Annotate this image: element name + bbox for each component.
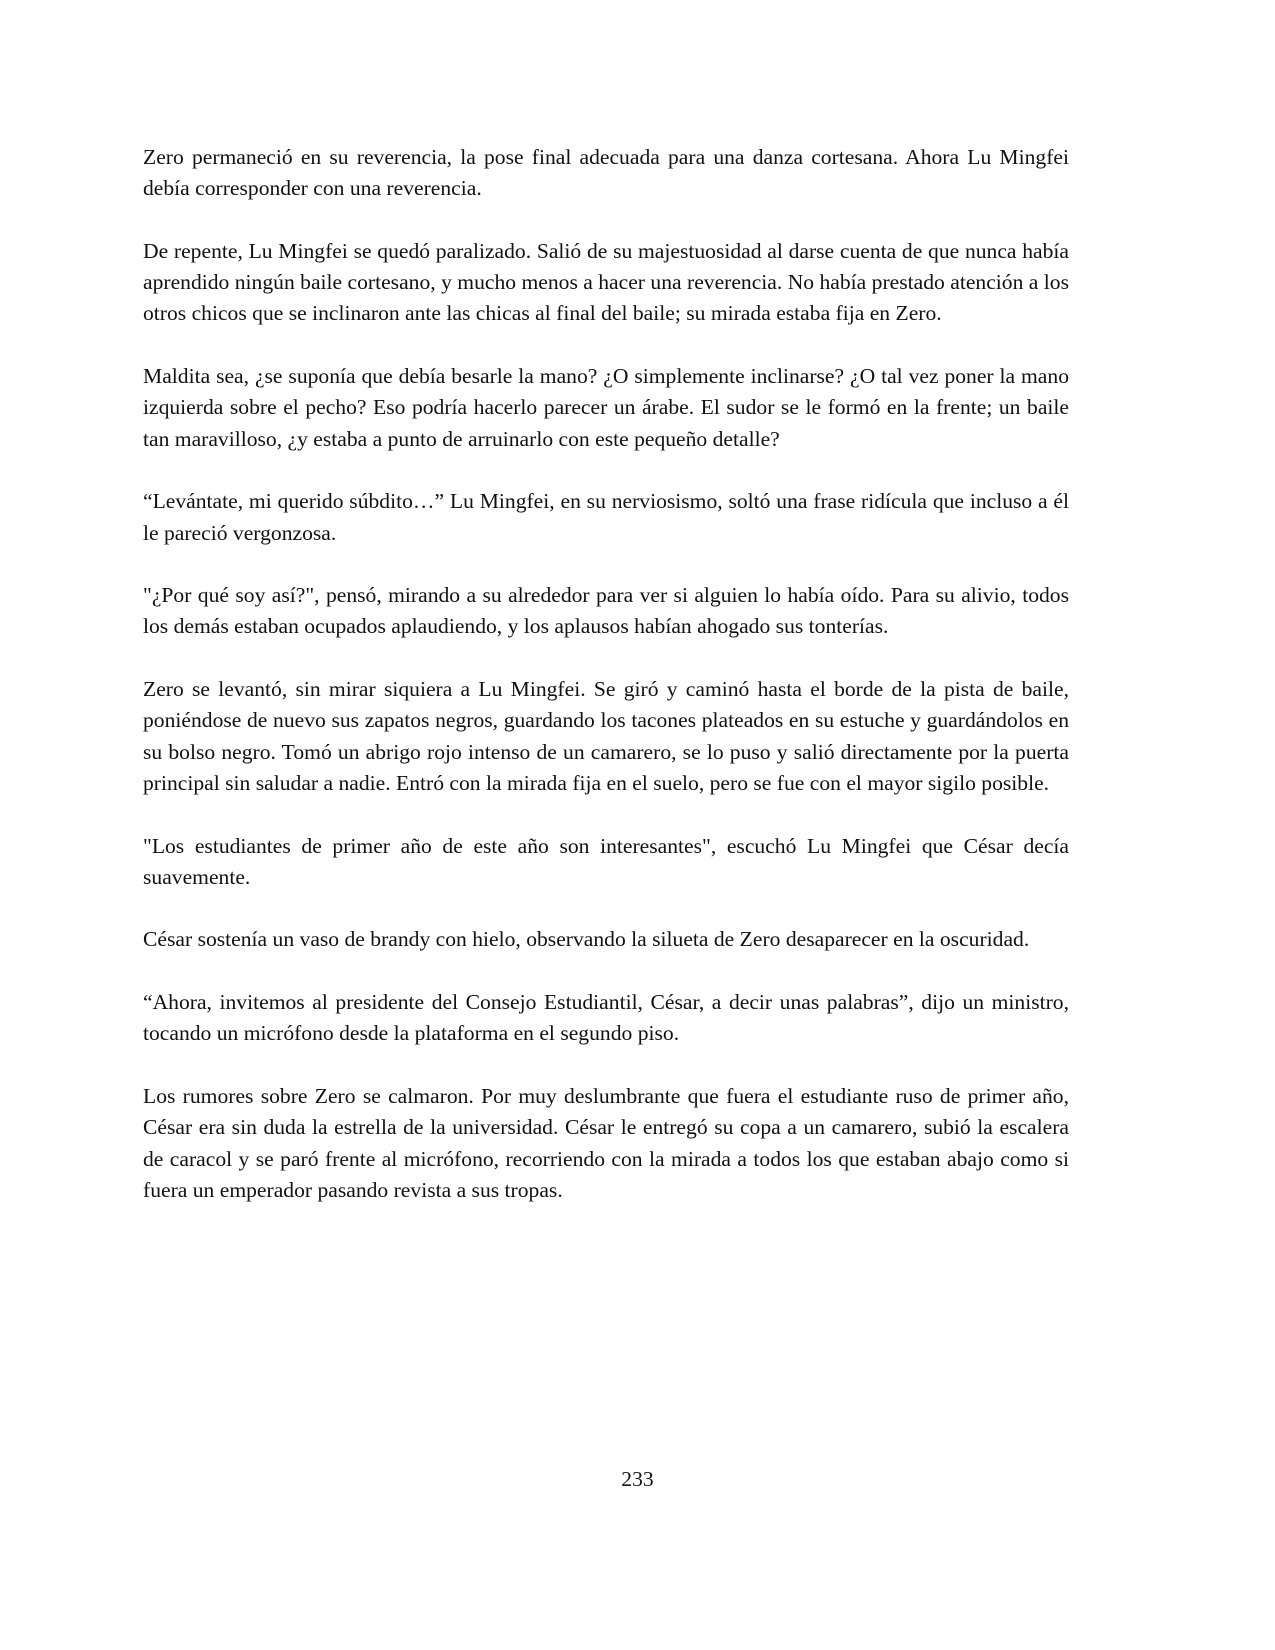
paragraph: "¿Por qué soy así?", pensó, mirando a su alrededor para ver si alguien lo había oído. Para su alivio, todos los demás estaban ocupados aplaudiendo, y los aplausos habían ahogado sus tonterías. (143, 583, 1069, 639)
page-number: 233 (621, 1467, 654, 1491)
paragraph: "Los estudiantes de primer año de este año son interesantes", escuchó Lu Mingfei que César decía suavemente. (143, 833, 1069, 889)
paragraph: Maldita sea, ¿se suponía que debía besarle la mano? ¿O simplemente inclinarse? ¿O tal vez poner la mano izquierda sobre el pecho? Eso podría hacerlo parecer un árabe. El sudor se le formó en la frente; un baile tan maravilloso, ¿y estaba a punto de arruinarlo con este pequeño detalle? (143, 364, 1069, 451)
paragraph: Zero se levantó, sin mirar siquiera a Lu Mingfei. Se giró y caminó hasta el borde de la pista de baile, poniéndose de nuevo sus zapatos negros, guardando los tacones plateados en su estuche y guardándolos en su bolso negro. Tomó un abrigo rojo intenso de un camarero, se lo puso y salió directamente por la puerta principal sin saludar a nadie. Entró con la mirada fija en el suelo, pero se fue con el mayor sigilo posible. (143, 677, 1069, 795)
paragraph: César sostenía un vaso de brandy con hielo, observando la silueta de Zero desaparecer en la oscuridad. (143, 927, 1030, 952)
paragraph: De repente, Lu Mingfei se quedó paralizado. Salió de su majestuosidad al darse cuenta de que nunca había aprendido ningún baile cortesano, y mucho menos a hacer una reverencia. No había prestado atención a los otros chicos que se inclinaron ante las chicas al final del baile; su mirada estaba fija en Zero. (143, 238, 1069, 326)
paragraph: Zero permaneció en su reverencia, la pose final adecuada para una danza cortesana. Ahora Lu Mingfei debía corresponder con una reverencia. (143, 145, 1069, 201)
page-body (143, 142, 1069, 1237)
paragraph: “Levántate, mi querido súbdito…” Lu Mingfei, en su nerviosismo, soltó una frase ridícula que incluso a él le pareció vergonzosa. (143, 489, 1069, 545)
paragraph: “Ahora, invitemos al presidente del Consejo Estudiantil, César, a decir unas palabras”, dijo un ministro, tocando un micrófono desde la plataforma en el segundo piso. (143, 990, 1069, 1046)
paragraph: Los rumores sobre Zero se calmaron. Por muy deslumbrante que fuera el estudiante ruso de primer año, César era sin duda la estrella de la universidad. César le entregó su copa a un camarero, subió la escalera de caracol y se paró frente al micrófono, recorriendo con la mirada a todos los que estaban abajo como si fuera un emperador pasando revista a sus tropas. (143, 1083, 1069, 1202)
